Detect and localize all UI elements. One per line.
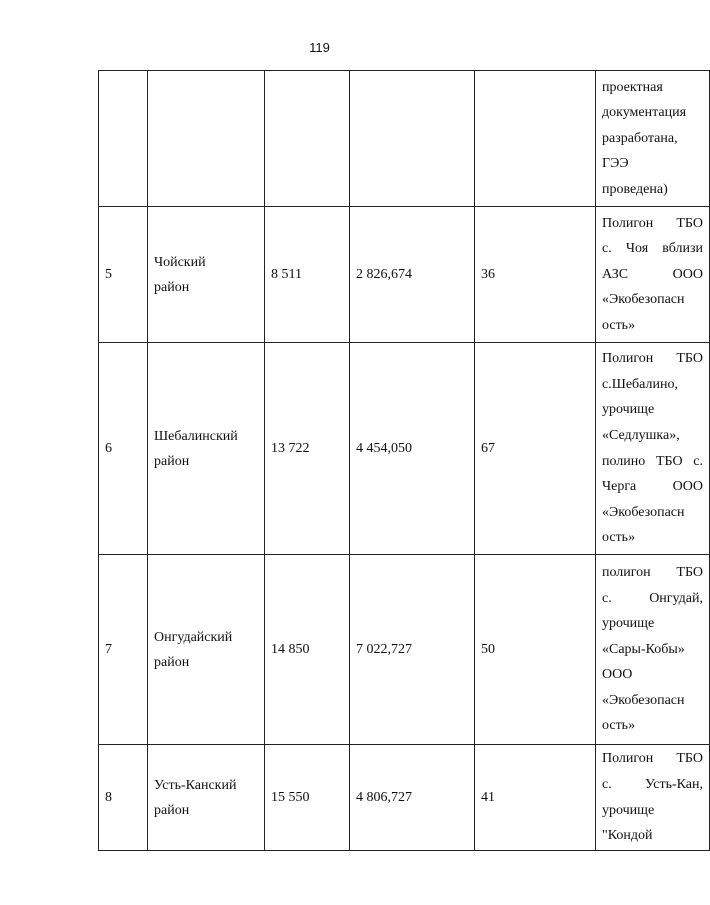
district-name-cell: [148, 745, 265, 851]
value-b-cell: 4 806,727: [350, 745, 475, 851]
row-number-cell: 7: [99, 555, 148, 745]
value-c-cell: 50: [475, 555, 596, 745]
note-line: с. Онгудай,: [602, 590, 703, 606]
table-row: [99, 207, 710, 343]
row-number-cell: 6: [99, 343, 148, 555]
landfill-note-cell: [596, 71, 710, 207]
value-c-cell: 67: [475, 343, 596, 555]
district-name-line: район: [154, 802, 190, 818]
landfill-table: [98, 70, 710, 851]
district-name-cell: [148, 207, 265, 343]
landfill-note-cell: [596, 207, 710, 343]
note-line: ость»: [602, 317, 636, 333]
note-line: Полигон ТБО: [602, 215, 703, 231]
note-line: АЗС ООО: [602, 266, 703, 282]
note-line: урочище: [602, 802, 655, 818]
note-line: «Сары-Кобы»: [602, 641, 685, 657]
district-name-cell: [148, 71, 265, 207]
value-a-cell: 14 850: [265, 555, 350, 745]
district-name-line: Шебалинский: [154, 428, 238, 444]
note-line: ость»: [602, 718, 636, 734]
landfill-note-cell: [596, 343, 710, 555]
district-name-line: район: [154, 453, 190, 469]
value-a-cell: 15 550: [265, 745, 350, 851]
note-line: Полигон ТБО: [602, 751, 703, 767]
note-line: Полигон ТБО: [602, 351, 703, 367]
district-name-line: Онгудайский: [154, 629, 233, 645]
note-line: с. Чоя вблизи: [602, 241, 703, 257]
table-row: [99, 555, 710, 745]
note-line: "Кондой: [602, 828, 653, 844]
note-line: ООО: [602, 667, 633, 683]
district-name-line: Чойский: [154, 254, 206, 270]
note-line: полино ТБО с.: [602, 453, 703, 469]
note-line: проектная: [602, 79, 663, 95]
note-line: урочище: [602, 616, 655, 632]
note-line: полигон ТБО: [602, 564, 703, 580]
note-line: «Экобезопасн: [602, 292, 685, 308]
table-row: [99, 343, 710, 555]
note-line: «Экобезопасн: [602, 692, 685, 708]
value-a-cell: 8 511: [265, 207, 350, 343]
landfill-note-cell: [596, 555, 710, 745]
value-c-cell: 41: [475, 745, 596, 851]
note-line: ГЭЭ: [602, 156, 629, 172]
value-a-cell: 13 722: [265, 343, 350, 555]
district-name-line: район: [154, 279, 190, 295]
note-line: «Седлушка»,: [602, 427, 680, 443]
value-c-cell: [475, 71, 596, 207]
note-line: проведена): [602, 181, 668, 197]
district-name-cell: [148, 555, 265, 745]
district-name-line: Усть-Канский: [154, 777, 237, 793]
district-name-line: район: [154, 654, 190, 670]
table-row: [99, 745, 710, 851]
page-number: 119: [309, 40, 330, 55]
row-number-cell: 8: [99, 745, 148, 851]
note-line: с.Шебалино,: [602, 376, 678, 392]
value-b-cell: 4 454,050: [350, 343, 475, 555]
note-line: документация: [602, 105, 687, 121]
note-line: Черга ООО: [602, 479, 703, 495]
row-number-cell: 5: [99, 207, 148, 343]
value-a-cell: [265, 71, 350, 207]
note-line: ость»: [602, 530, 636, 546]
note-line: разработана,: [602, 130, 678, 146]
note-line: урочище: [602, 402, 655, 418]
note-line: «Экобезопасн: [602, 504, 685, 520]
note-line: с. Усть-Кан,: [602, 776, 703, 792]
row-number-cell: [99, 71, 148, 207]
district-name-cell: [148, 343, 265, 555]
landfill-note-cell: [596, 745, 710, 851]
value-b-cell: 7 022,727: [350, 555, 475, 745]
value-b-cell: [350, 71, 475, 207]
value-b-cell: 2 826,674: [350, 207, 475, 343]
value-c-cell: 36: [475, 207, 596, 343]
table-row: [99, 71, 710, 207]
